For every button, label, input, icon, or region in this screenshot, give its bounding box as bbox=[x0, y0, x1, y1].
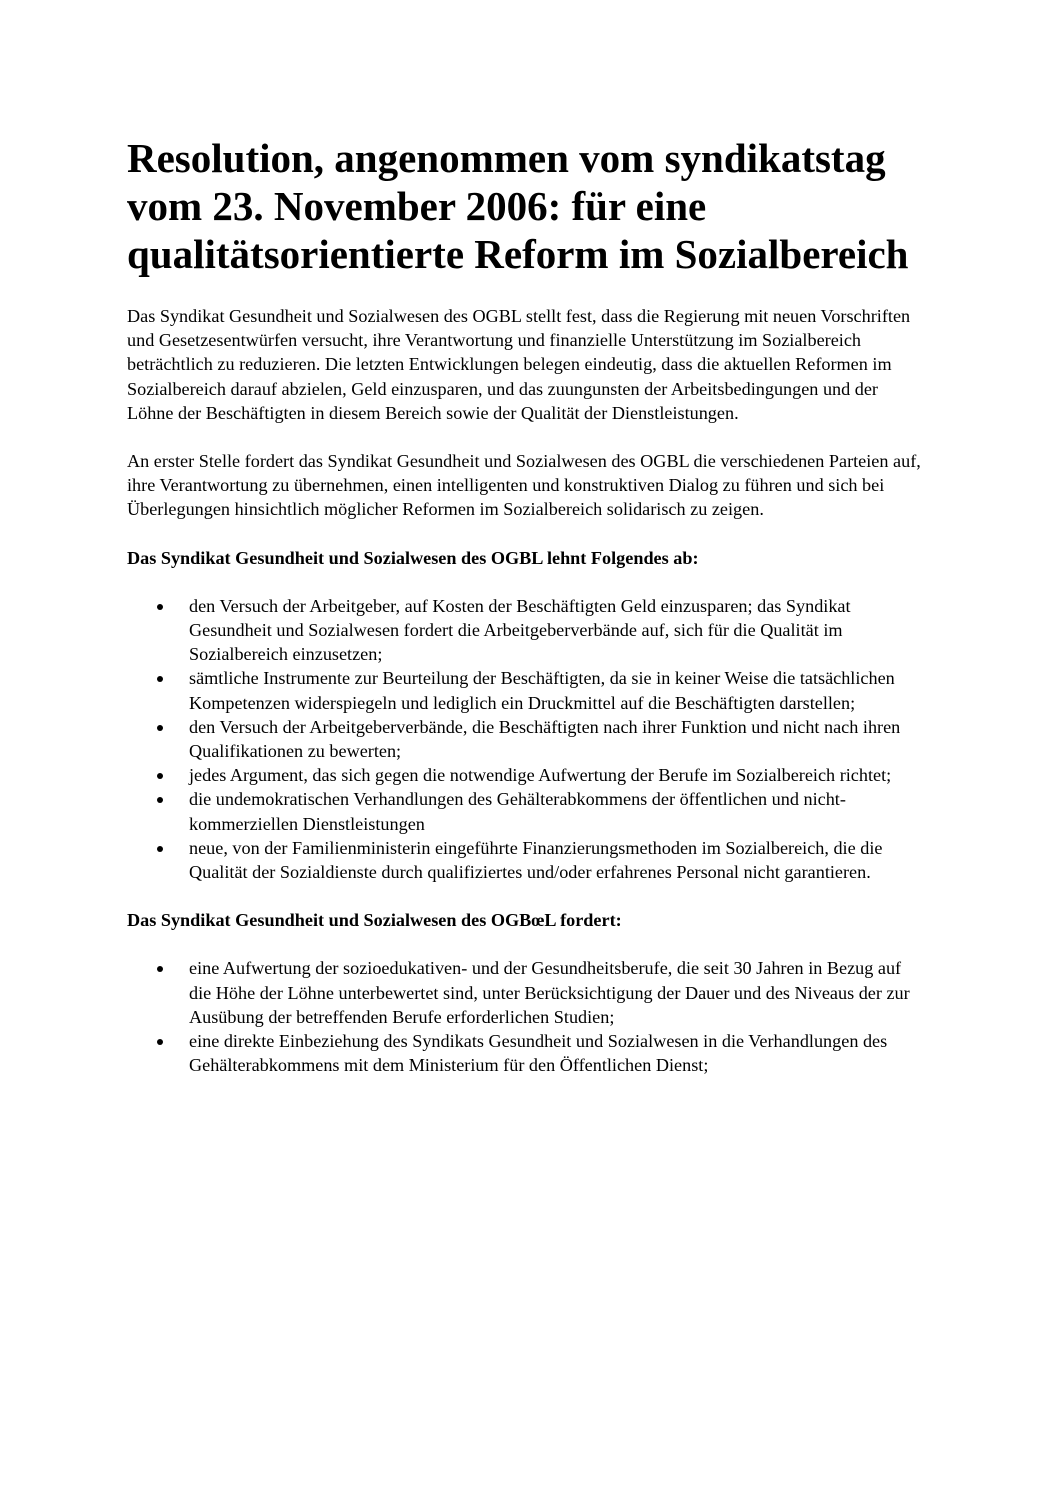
demand-heading: Das Syndikat Gesundheit und Sozialwesen des OGBœL fordert: bbox=[127, 910, 622, 931]
bullet-icon bbox=[157, 966, 163, 972]
bullet-icon bbox=[157, 676, 163, 682]
list-item-text: neue, von der Familienministerin eingeführte Finanzierungsmethoden im Sozialbereich, die die Qualität der Sozialdienste durch qualifiziertes und/oder erfahrenes Personal nicht garantieren. bbox=[189, 837, 883, 883]
bullet-icon bbox=[157, 846, 163, 852]
reject-list bbox=[127, 594, 927, 884]
demand-list bbox=[127, 956, 927, 1077]
list-item bbox=[127, 1029, 927, 1077]
list-item-text: den Versuch der Arbeitgeber, auf Kosten der Beschäftigten Geld einzusparen; das Syndikat Gesundheit und Sozialwesen fordert die Arbeitgeberverbände auf, sich für die Qualität im Sozialbereich einzusetzen; bbox=[189, 595, 851, 665]
list-item bbox=[127, 666, 927, 714]
list-item-text: jedes Argument, das sich gegen die notwendige Aufwertung der Berufe im Sozialbereich richtet; bbox=[189, 765, 892, 786]
bullet-icon bbox=[157, 1039, 163, 1045]
bullet-icon bbox=[157, 604, 163, 610]
bullet-icon bbox=[157, 725, 163, 731]
demand-dialog-paragraph: An erster Stelle fordert das Syndikat Gesundheit und Sozialwesen des OGBL die verschiedenen Parteien auf, ihre Verantwortung zu übernehmen, einen intelligenten und konstruktiven Dialog zu führen und sich bei Überlegungen hinsichtlich möglicher Reformen im Sozialbereich solidarisch zu zeigen. bbox=[127, 451, 921, 520]
list-item bbox=[127, 836, 927, 884]
bullet-icon bbox=[157, 797, 163, 803]
list-item bbox=[127, 787, 927, 835]
document-title: Resolution, angenommen vom syndikatstag vom 23. November 2006: für eine qualitätsorientierte Reform im Sozialbereich bbox=[127, 135, 909, 277]
list-item bbox=[127, 594, 927, 667]
intro-paragraph: Das Syndikat Gesundheit und Sozialwesen des OGBL stellt fest, dass die Regierung mit neuen Vorschriften und Gesetzesentwürfen versucht, ihre Verantwortung und finanzielle Unterstützung im Sozialbereich beträchtlich zu reduzieren. Die letzten Entwicklungen belegen eindeutig, dass die aktuellen Reformen im Sozialbereich darauf abzielen, Geld einzusparen, und das zuungunsten der Arbeitsbedingungen und der Löhne der Beschäftigten in diesem Bereich sowie der Qualität der Dienstleistungen. bbox=[127, 306, 911, 423]
list-item bbox=[127, 956, 927, 1029]
list-item-text: eine direkte Einbeziehung des Syndikats Gesundheit und Sozialwesen in die Verhandlungen des Gehälterabkommens mit dem Ministerium für den Öffentlichen Dienst; bbox=[189, 1031, 888, 1076]
list-item-text: eine Aufwertung der sozioedukativen- und der Gesundheitsberufe, die seit 30 Jahren in Bezug auf die Höhe der Löhne unterbewertet sind, unter Berücksichtigung der Dauer und des Niveaus der zur Ausübung der betreffenden Berufe erforderlichen Studien; bbox=[189, 958, 910, 1027]
bullet-icon bbox=[157, 773, 163, 779]
reject-heading: Das Syndikat Gesundheit und Sozialwesen des OGBL lehnt Folgendes ab: bbox=[127, 547, 699, 568]
list-item-text: sämtliche Instrumente zur Beurteilung der Beschäftigten, da sie in keiner Weise die tatsächlichen Kompetenzen widerspiegeln und lediglich ein Druckmittel auf die Beschäftigten darstellen; bbox=[189, 668, 895, 713]
list-item-text: den Versuch der Arbeitgeberverbände, die Beschäftigten nach ihrer Funktion und nicht nach ihren Qualifikationen zu bewerten; bbox=[189, 716, 901, 762]
document-page bbox=[127, 134, 927, 1101]
list-item-text: die undemokratischen Verhandlungen des Gehälterabkommens der öffentlichen und nicht-kommerziellen Dienstleistungen bbox=[189, 789, 846, 834]
list-item bbox=[127, 763, 927, 787]
list-item bbox=[127, 715, 927, 763]
